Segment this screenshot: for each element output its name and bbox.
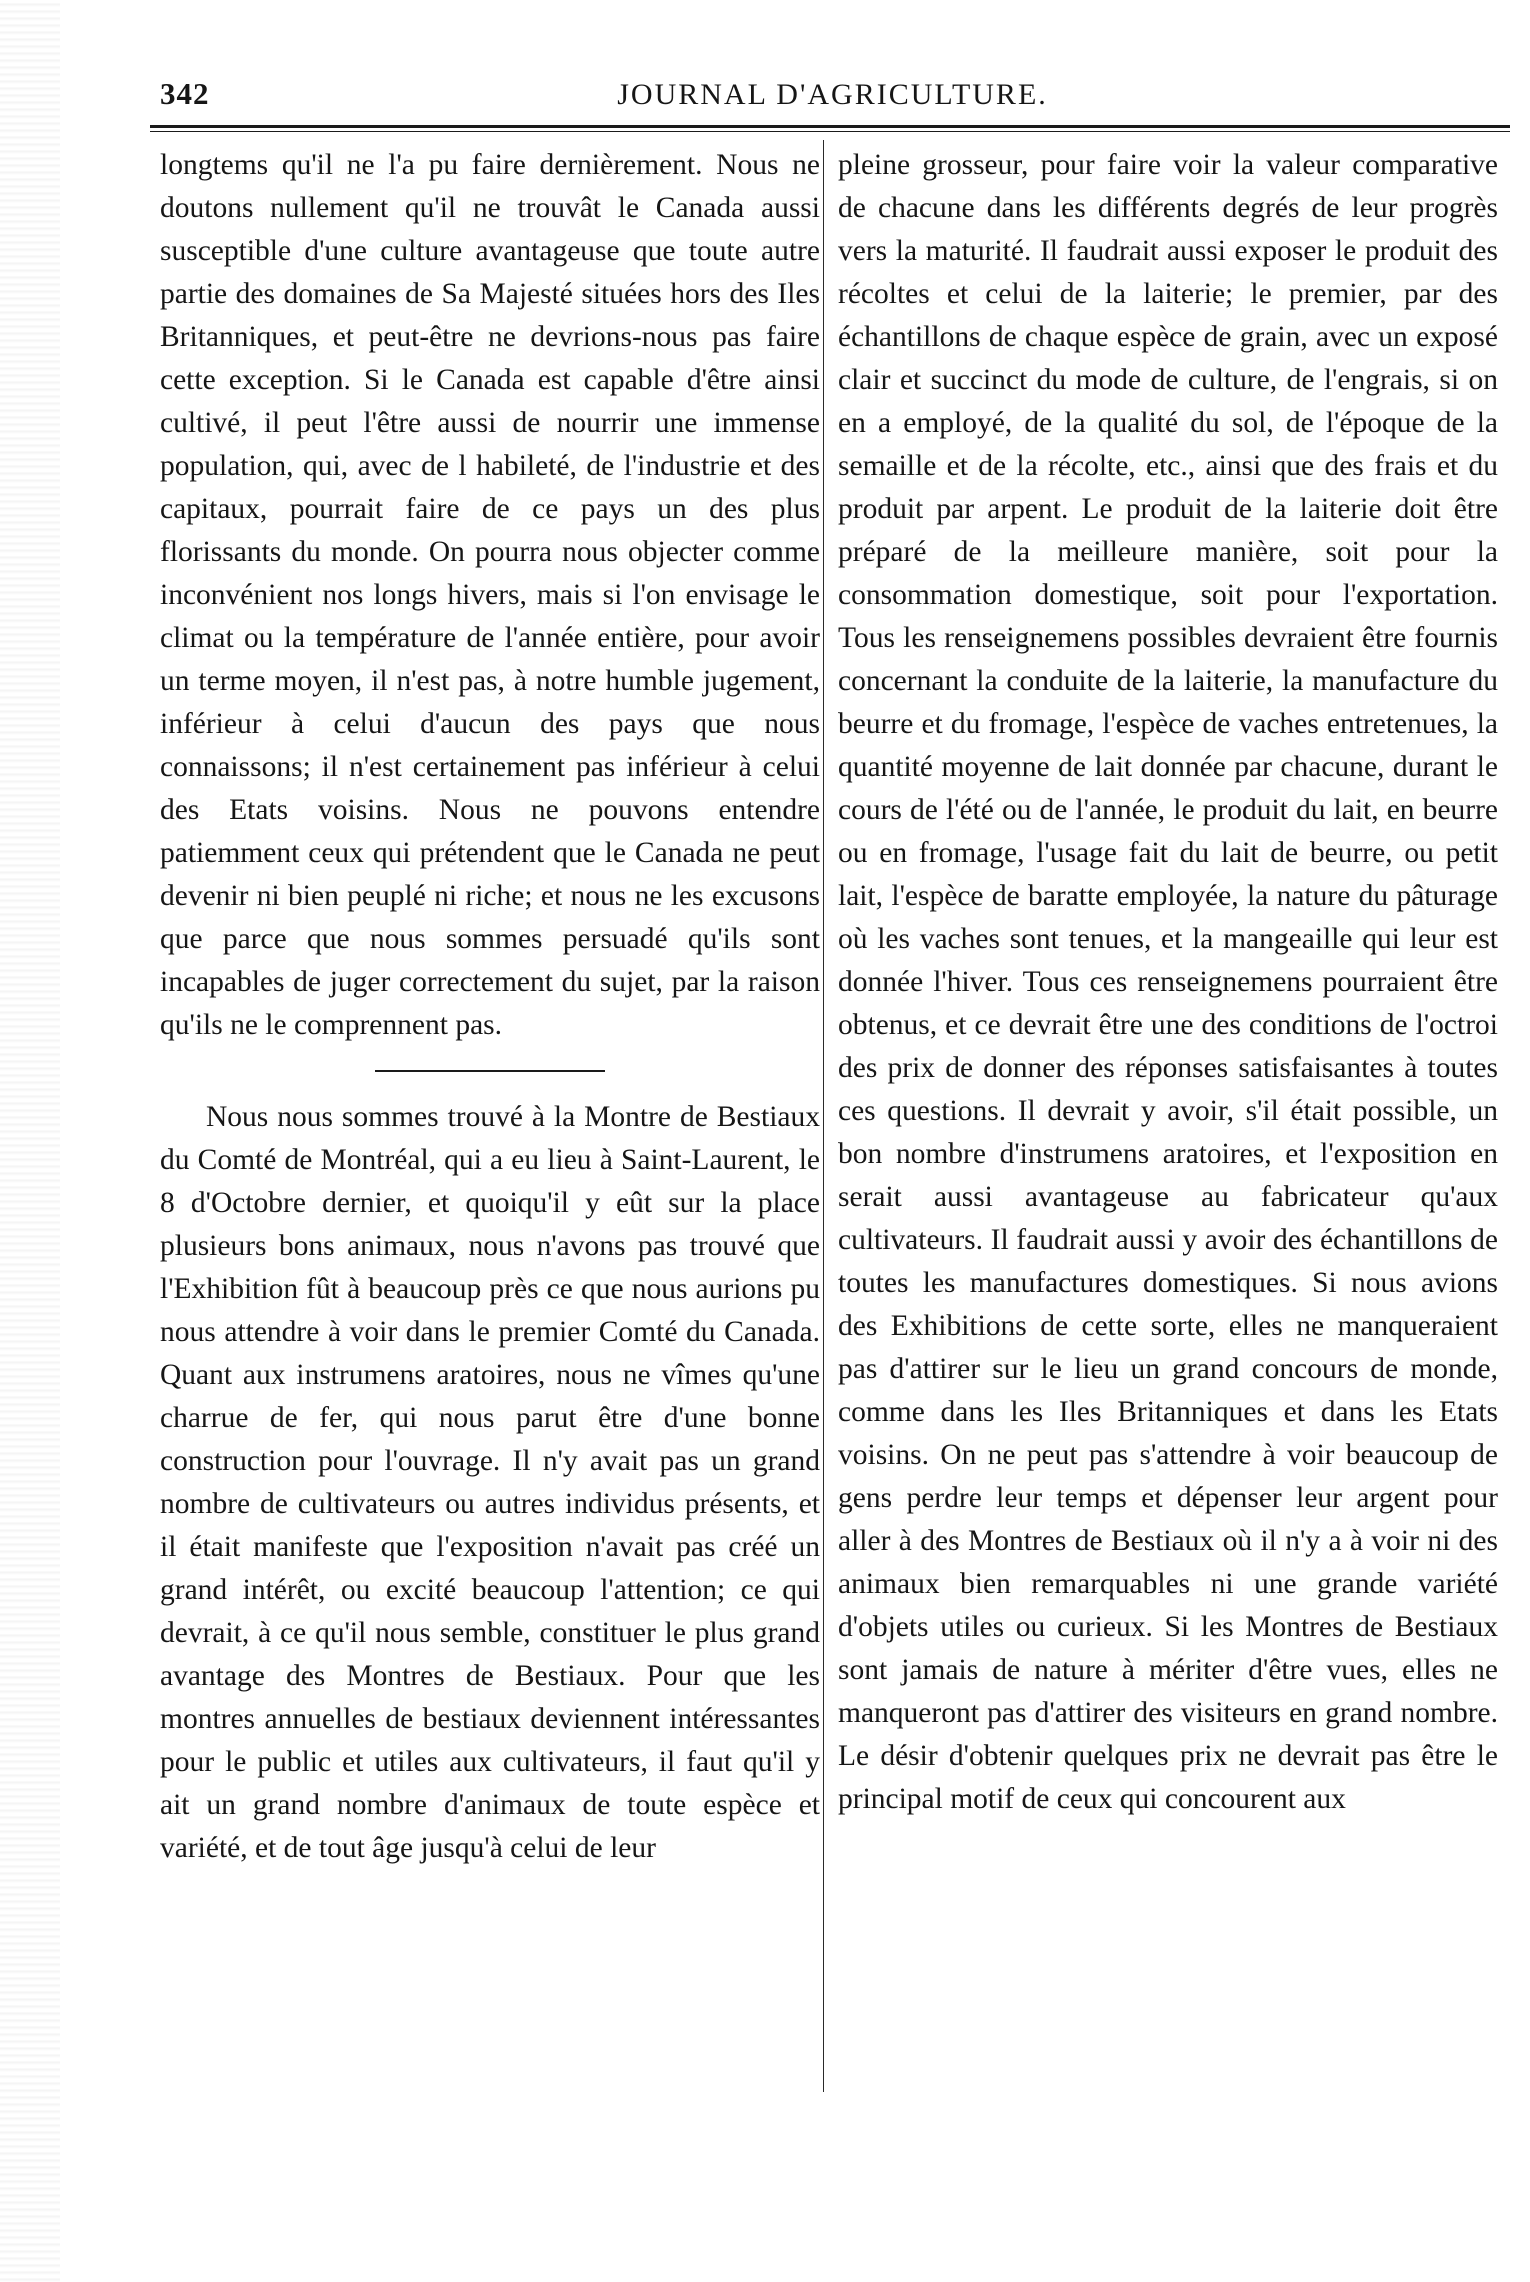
right-column <box>838 144 1498 1821</box>
left-paragraph-cattle-show: Nous nous sommes trouvé à la Montre de Bestiaux du Comté de Montréal, qui a eu lieu à Saint-Laurent, le 8 d'Octobre dernier, et quoiqu'il y eût sur la place plusieurs bons animaux, nous n'avons pas trouvé que l'Exhibition fût à beaucoup près ce que nous aurions pu nous attendre à voir dans le premier Comté du Canada. Quant aux instrumens aratoires, nous ne vîmes qu'une charrue de fer, qui nous parut être d'une bonne construction pour l'ouvrage. Il n'y avait pas un grand nombre de cultivateurs ou autres individus présents, et il était manifeste que l'exposition n'avait pas créé un grand intérêt, ou excité beaucoup l'attention; ce qui devrait, à ce qu'il nous semble, constituer le plus grand avantage des Montres de Bestiaux. Pour que les montres annuelles de bestiaux deviennent intéressantes pour le public et utiles aux cultivateurs, il faut qu'il y ait un grand nombre d'animaux de toute espèce et variété, et de tout âge jusqu'à celui de leur <box>160 1101 820 1864</box>
left-column <box>160 144 820 1870</box>
header-rule-thick <box>150 125 1510 128</box>
page-header <box>160 76 1505 124</box>
right-paragraph-continued: pleine grosseur, pour faire voir la valeur comparative de chacune dans les différents degrés de leur progrès vers la maturité. Il faudrait aussi exposer le produit des récoltes et celui de la laiterie; le premier, par des échantillons de chaque espèce de grain, avec un exposé clair et succinct du mode de culture, de l'engrais, si on en a employé, de la qualité du sol, de l'époque de la semaille et de la récolte, etc., ainsi que des frais et du produit par arpent. Le produit de la laiterie doit être préparé de la meilleure manière, soit pour la consommation domestique, soit pour l'exportation. Tous les renseignemens possibles devraient être fournis concernant la conduite de la laiterie, la manufacture du beurre et du fromage, l'espèce de vaches entretenues, la quantité moyenne de lait donnée par chacune, durant le cours de l'été ou de l'année, le produit du lait, en beurre ou en fromage, l'usage fait du lait de beurre, ou petit lait, l'espèce de baratte employée, la nature du pâturage où les vaches sont tenues, et la mangeaille qui leur est donnée l'hiver. Tous ces renseignemens pourraient être obtenus, et ce devrait être une des conditions de l'octroi des prix de donner des réponses satisfaisantes à toutes ces questions. Il devrait y avoir, s'il était possible, un bon nombre d'instrumens aratoires, et l'exposition en serait aussi avantageuse au fabricateur qu'aux cultivateurs. Il faudrait aussi y avoir des échantillons de toutes les manufactures domestiques. Si nous avions des Exhibitions de cette sorte, elles ne manqueraient pas d'attirer sur le lieu un grand concours de monde, comme dans les Iles Britanniques et dans les Etats voisins. On ne peut pas s'attendre à voir beaucoup de gens perdre leur temps et dépenser leur argent pour aller à des Montres de Bestiaux où il n'y a à voir ni des animaux bien remarquables ni une grande variété d'objets utiles ou curieux. Si les Montres de Bestiaux sont jamais de nature à mériter d'être vues, elles ne manqueront pas d'attirer des visiteurs en grand nombre. Le désir d'obtenir quelques prix ne devrait pas être le principal motif de ceux qui concourent aux <box>838 149 1498 1815</box>
page-number: 342 <box>160 76 210 111</box>
running-title: JOURNAL D'AGRICULTURE. <box>617 78 1048 111</box>
left-paragraph-continued: longtems qu'il ne l'a pu faire dernièrement. Nous ne doutons nullement qu'il ne trouvât le Canada aussi susceptible d'une culture avantageuse que toute autre partie des domaines de Sa Majesté situées hors des Iles Britanniques, et peut-être ne devrions-nous pas faire cette exception. Si le Canada est capable d'être ainsi cultivé, il peut l'être aussi de nourrir une immense population, qui, avec de l habileté, de l'industrie et des capitaux, pourrait faire de ce pays un des plus florissants du monde. On pourra nous objecter comme inconvénient nos longs hivers, mais si l'on envisage le climat ou la température de l'année entière, pour avoir un terme moyen, il n'est pas, à notre humble jugement, inférieur à celui d'aucun des pays que nous connaissons; il n'est certainement pas inférieur à celui des Etats voisins. Nous ne pouvons entendre patiemment ceux qui prétendent que le Canada ne peut devenir ni bien peuplé ni riche; et nous ne les excusons que parce que nous sommes persuadé qu'ils sont incapables de juger correctement du sujet, par la raison qu'ils ne le comprennent pas. <box>160 149 820 1041</box>
section-divider <box>375 1070 605 1072</box>
column-divider <box>823 140 824 2092</box>
scan-gutter-shadow <box>0 0 60 2282</box>
header-rule-thin <box>150 131 1510 132</box>
